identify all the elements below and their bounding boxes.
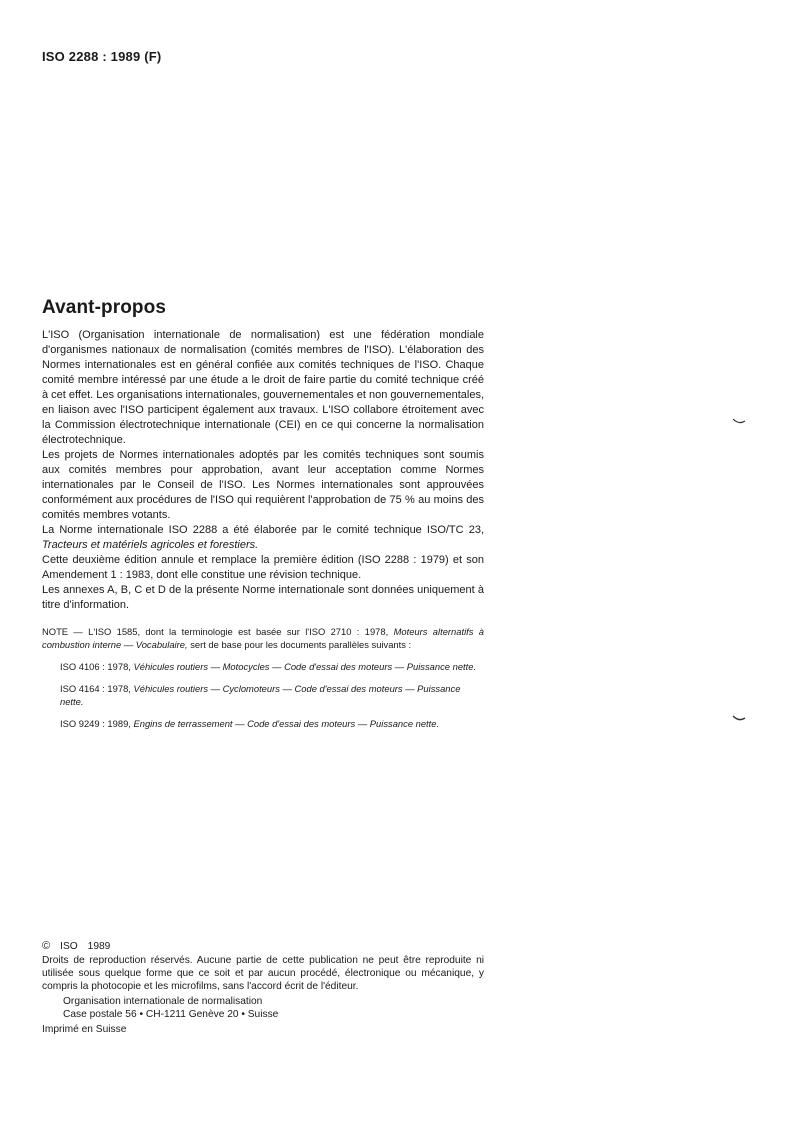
committee-text: La Norme internationale ISO 2288 a été élaborée par le comité technique ISO/TC 23,: [42, 524, 484, 536]
copyright-icon: ©: [42, 940, 51, 952]
publisher-name: Organisation internationale de normalisation: [63, 996, 263, 1007]
note-item-title: Engins de terrassement — Code d'essai des moteurs — Puissance nette.: [133, 718, 440, 729]
copyright-year: 1989: [87, 941, 111, 952]
document-id: ISO 2288 : 1989 (F): [42, 49, 162, 64]
note-item-title: Véhicules routiers — Motocycles — Code d'essai des moteurs — Puissance nette.: [133, 661, 477, 672]
paragraph-annexes: Les annexes A, B, C et D de la présente Norme internationale sont données uniquement à titre d'information.: [42, 584, 484, 611]
copyright-footer: [42, 940, 484, 1036]
note-lead: NOTE — L'ISO 1585, dont la terminologie est basée sur l'ISO 2710 : 1978,: [42, 626, 389, 637]
note-item: [60, 682, 484, 708]
printed-in: Imprimé en Suisse: [42, 1024, 127, 1035]
note-lead-title: Moteurs alternatifs à combustion interne — Vocabulaire,: [42, 626, 485, 650]
note-item: [60, 717, 484, 730]
rights-statement: Droits de reproduction réservés. Aucune partie de cette publication ne peut être reproduite ni utilisée sous quelque forme que ce soit et par aucun procédé, électronique ou mécanique, y compris la photocopie et les microfilms, sans l'accord écrit de l'éditeur.: [42, 955, 484, 992]
note-item-title: Véhicules routiers — Cyclomoteurs — Code d'essai des moteurs — Puissance nette.: [60, 683, 461, 707]
note-item: [60, 660, 484, 673]
scan-mark-icon: [732, 715, 746, 721]
copyright-owner: ISO: [60, 941, 78, 952]
publisher-block: [63, 995, 484, 1021]
note-item-ref: ISO 4106 : 1978,: [60, 661, 131, 672]
paragraph-edition: Cette deuxième édition annule et remplace la première édition (ISO 2288 : 1979) et son Amendement 1 : 1983, dont elle constitue une révision technique.: [42, 554, 484, 581]
note-tail: sert de base pour les documents parallèles suivants :: [190, 639, 412, 650]
copyright-line: [42, 940, 484, 953]
paragraph-draft-standards: Les projets de Normes internationales adoptés par les comités techniques sont soumis aux comités membres pour approbation, avant leur acceptation comme Normes internationales par le Conseil de l'ISO. Les Normes internationales sont approuvées conformément aux procédures de l'ISO qui requièrent l'approbation de 75 % au moins des comités membres votants.: [42, 449, 484, 521]
note-item-ref: ISO 4164 : 1978,: [60, 683, 131, 694]
note-item-ref: ISO 9249 : 1989,: [60, 718, 131, 729]
publisher-address: Case postale 56 • CH-1211 Genève 20 • Suisse: [63, 1009, 279, 1020]
paragraph-committee: [42, 523, 484, 553]
note-block: [42, 625, 484, 651]
foreword-section: [42, 297, 484, 730]
paragraph-iso-description: L'ISO (Organisation internationale de normalisation) est une fédération mondiale d'organismes nationaux de normalisation (comités membres de l'ISO). L'élaboration des Normes internationales est en général confiée aux comités techniques de l'ISO. Chaque comité membre intéressé par une étude a le droit de faire partie du comité technique créé à cet effet. Les organisations internationales, gouvernementales et non gouvernementales, en liaison avec l'ISO participent également aux travaux. L'ISO collabore étroitement avec la Commission électrotechnique internationale (CEI) en ce qui concerne la normalisation électrotechnique.: [42, 329, 484, 446]
scan-mark-icon: [732, 418, 746, 424]
section-title: Avant-propos: [42, 297, 166, 318]
committee-title: Tracteurs et matériels agricoles et forestiers.: [42, 539, 259, 551]
